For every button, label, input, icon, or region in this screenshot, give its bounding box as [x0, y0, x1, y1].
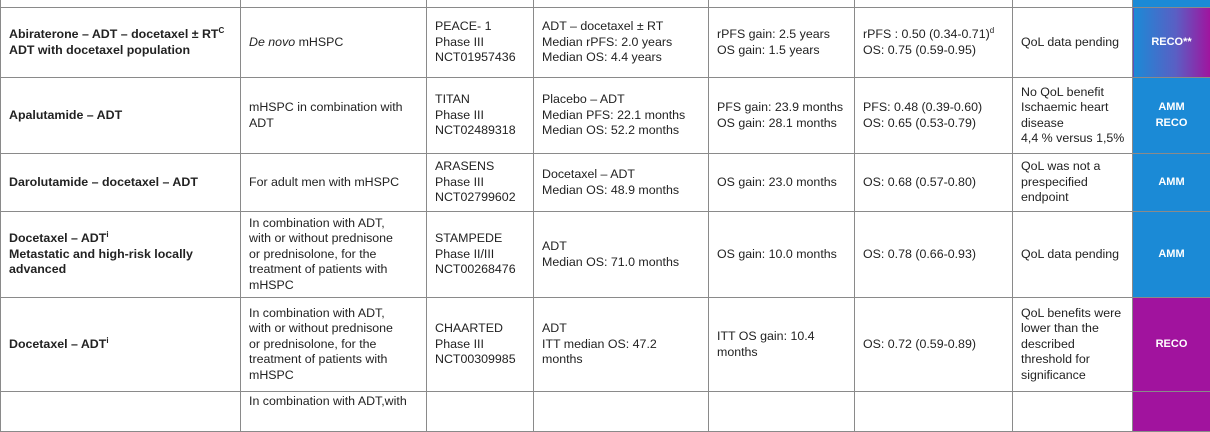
hazard-ratio-cell: PFS: 0.48 (0.39-0.60) OS: 0.65 (0.53-0.79) [855, 78, 1013, 154]
hazard-ratio-cell: rPFS : 0.50 $(0.34-0.71)^d$ OS: 0.75 (0.59-0.95) [855, 8, 1013, 78]
treatment-cell: Abiraterone – ADT – docetaxel ± $RT^C$ ADT with docetaxel population [1, 8, 241, 78]
indication-cell: De novo mHSPC [241, 8, 427, 78]
status-badge [1133, 392, 1210, 432]
indication-cell: For adult men with mHSPC [241, 154, 427, 212]
indication-cell: In combination with ADT, with or without prednisone or prednisolone, for the treatment of patients with mHSPC [241, 212, 427, 298]
status-badge: AMM [1133, 154, 1210, 212]
hazard-ratio-cell: OS: 0.78 (0.66-0.93) [855, 212, 1013, 298]
indication-cell: In combination with ADT,with [241, 392, 427, 432]
gain-cell: OS gain: 23.0 months [709, 154, 855, 212]
table-row-partial-top [1, 0, 1210, 8]
qol-cell: QoL benefits were lower than the described threshold for significance [1013, 298, 1133, 392]
hazard-ratio-cell: OS: 0.68 (0.57-0.80) [855, 154, 1013, 212]
table-row [1, 212, 1210, 298]
qol-cell: QoL was not a prespecified endpoint [1013, 154, 1133, 212]
hazard-ratio-cell: OS: 0.72 (0.59-0.89) [855, 298, 1013, 392]
comparator-cell: Docetaxel – ADT Median OS: 48.9 months [534, 154, 709, 212]
table-row [1, 78, 1210, 154]
trial-cell: PEACE- 1 Phase III NCT01957436 [427, 8, 534, 78]
indication-cell: mHSPC in combination with ADT [241, 78, 427, 154]
status-badge: AMM [1133, 212, 1210, 298]
comparator-cell: Placebo – ADT Median PFS: 22.1 months Median OS: 52.2 months [534, 78, 709, 154]
trial-cell: ARASENS Phase III NCT02799602 [427, 154, 534, 212]
trial-cell: STAMPEDE Phase II/III NCT00268476 [427, 212, 534, 298]
table-row [1, 8, 1210, 78]
gain-cell: PFS gain: 23.9 months OS gain: 28.1 months [709, 78, 855, 154]
gain-cell: rPFS gain: 2.5 years OS gain: 1.5 years [709, 8, 855, 78]
table-row [1, 298, 1210, 392]
status-badge: RECO** [1133, 8, 1210, 78]
status-badge: AMM RECO [1133, 78, 1210, 154]
qol-cell: No QoL benefit Ischaemic heart disease 4,4 % versus 1,5% [1013, 78, 1133, 154]
comparator-cell: ADT Median OS: 71.0 months [534, 212, 709, 298]
treatment-cell: Apalutamide – ADT [1, 78, 241, 154]
table-row [1, 154, 1210, 212]
comparator-cell: ADT – docetaxel ± RT Median rPFS: 2.0 years Median OS: 4.4 years [534, 8, 709, 78]
treatment-cell: Darolutamide – docetaxel – ADT [1, 154, 241, 212]
comparator-cell: ADT ITT median OS: 47.2 months [534, 298, 709, 392]
trial-cell: CHAARTED Phase III NCT00309985 [427, 298, 534, 392]
qol-cell: QoL data pending [1013, 8, 1133, 78]
treatment-cell: Docetaxel – ADT$^i$ [1, 298, 241, 392]
status-badge: RECO [1133, 298, 1210, 392]
treatment-cell: Docetaxel – ADT$^i$ Metastatic and high-risk locally advanced [1, 212, 241, 298]
indication-cell: In combination with ADT, with or without prednisone or prednisolone, for the treatment of patients with mHSPC [241, 298, 427, 392]
trial-cell: TITAN Phase III NCT02489318 [427, 78, 534, 154]
gain-cell: ITT OS gain: 10.4 months [709, 298, 855, 392]
gain-cell: OS gain: 10.0 months [709, 212, 855, 298]
qol-cell: QoL data pending [1013, 212, 1133, 298]
table-row-partial-bottom [1, 392, 1210, 432]
